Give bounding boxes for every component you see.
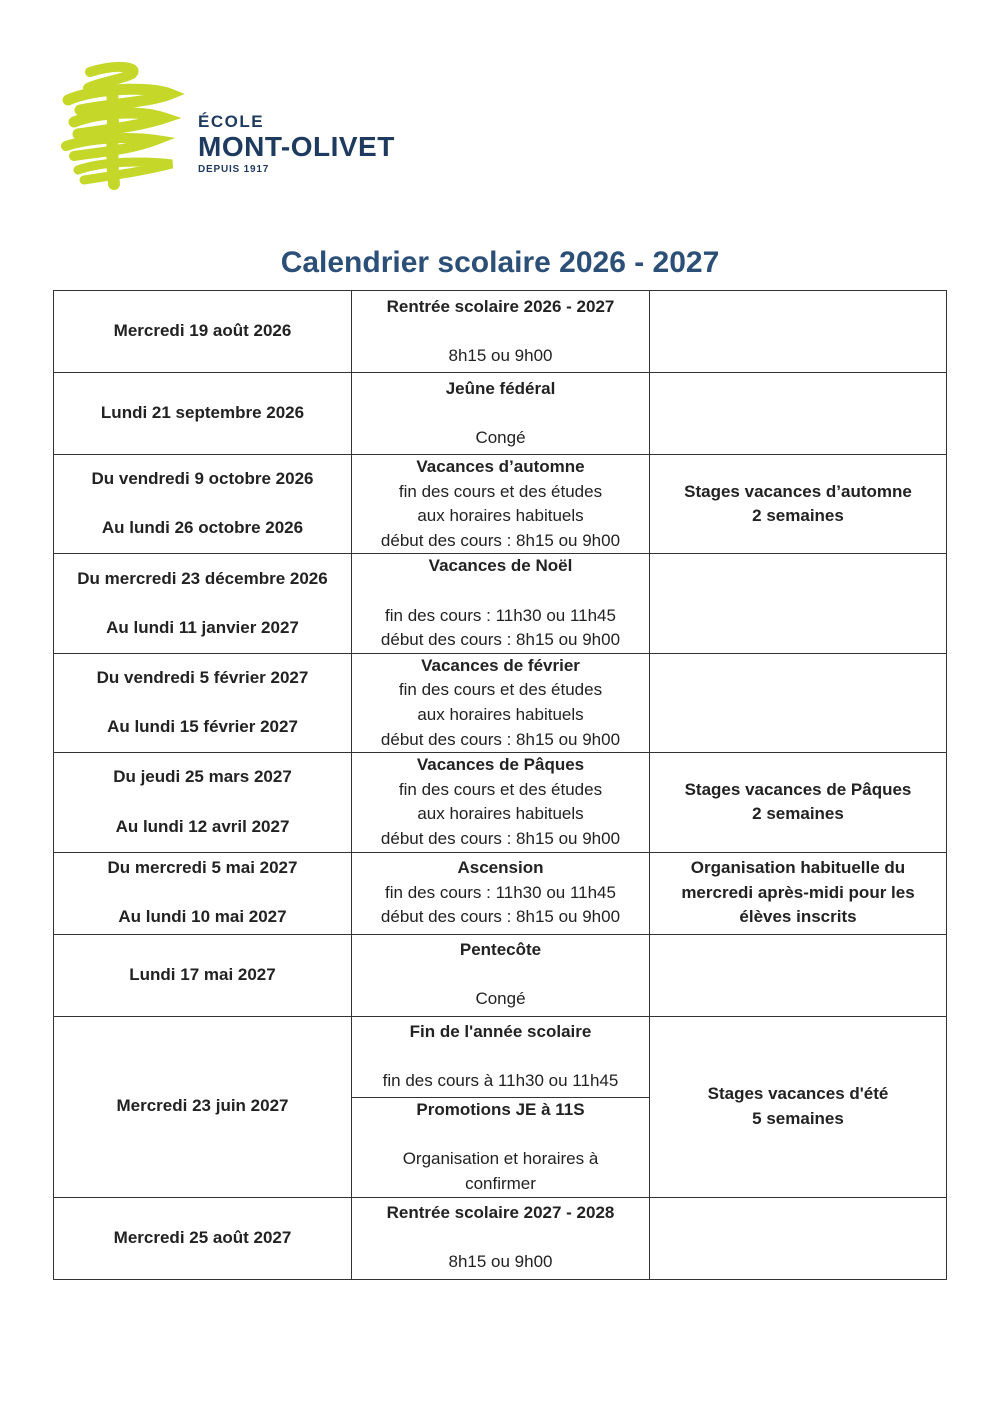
note-line: 2 semaines [752,506,844,526]
table-row [54,653,947,752]
table-row [54,554,947,653]
date-end: Au lundi 26 octobre 2026 [101,518,304,538]
event-cell [352,934,650,1016]
event-title: Pentecôte [459,940,542,960]
date-cell [54,753,352,852]
event-cell [352,455,650,554]
event-detail: confirmer [465,1173,536,1193]
event-title: Vacances de Noël [428,556,573,576]
event-detail: fin des cours et des études [398,779,603,799]
event-title: Jeûne fédéral [445,378,556,398]
date-start: Du vendredi 5 février 2027 [96,668,309,688]
note-line: Organisation habituelle du [690,858,906,878]
event-title: Promotions JE à 11S [416,1099,585,1119]
date-start: Du jeudi 25 mars 2027 [113,767,292,787]
note-line: 2 semaines [752,804,844,824]
page-title: Calendrier scolaire 2026 - 2027 [280,246,720,279]
event-cell [352,1097,650,1197]
event-cell [352,291,650,373]
event-detail: fin des cours et des études [398,481,603,501]
event-detail: aux horaires habituels [417,506,584,526]
event-title: Vacances d’automne [416,457,585,476]
table-row [54,1197,947,1279]
table-row [54,934,947,1016]
note-cell [650,291,947,373]
date-end: Au lundi 12 avril 2027 [115,816,290,836]
date-cell: Mercredi 19 août 2026 [54,291,352,373]
note-cell [650,753,947,852]
date-start: Du mercredi 23 décembre 2026 [77,568,328,588]
event-title: Rentrée scolaire 2027 - 2028 [386,1203,615,1223]
event-title: Ascension [457,858,544,878]
date-cell [54,653,352,752]
event-detail: fin des cours : 11h30 ou 11h45 [385,882,616,902]
event-detail: 8h15 ou 9h00 [448,1252,553,1272]
event-detail: 8h15 ou 9h00 [448,345,553,365]
date-end: Au lundi 11 janvier 2027 [106,617,299,637]
date-start: Du mercredi 5 mai 2027 [107,858,298,878]
event-detail: aux horaires habituels [417,804,584,824]
note-cell [650,852,947,934]
calendar-table [53,290,947,1280]
note-cell [650,1197,947,1279]
note-cell [650,455,947,554]
event-detail: aux horaires habituels [417,704,584,724]
tree-logo-icon [60,60,185,190]
event-title: Vacances de février [421,655,580,675]
event-detail: Organisation et horaires à [402,1149,599,1168]
note-cell [650,554,947,653]
note-line: élèves inscrits [739,907,857,927]
date-cell: Lundi 17 mai 2027 [54,934,352,1016]
table-row [54,753,947,852]
note-line: 5 semaines [752,1108,844,1128]
date-end: Au lundi 15 février 2027 [107,717,298,737]
event-cell [352,1197,650,1279]
logo-ecole: ÉCOLE [198,112,265,131]
event-detail: fin des cours à 11h30 ou 11h45 [382,1070,619,1090]
event-detail: Congé [475,427,526,447]
event-detail: début des cours : 8h15 ou 9h00 [380,729,621,749]
event-detail: fin des cours et des études [398,680,603,700]
table-row [54,852,947,934]
event-cell [352,653,650,752]
logo-name: MONT-OLIVET [198,131,395,162]
school-logo [60,60,420,190]
event-detail: Congé [475,989,526,1009]
event-cell [352,373,650,455]
date-cell: Lundi 21 septembre 2026 [54,373,352,455]
date-cell: Mercredi 23 juin 2027 [54,1016,352,1197]
date-cell [54,554,352,653]
note-cell [650,373,947,455]
date-end: Au lundi 10 mai 2027 [118,907,287,927]
event-cell [352,554,650,653]
event-title: Fin de l'année scolaire [409,1021,592,1041]
event-cell [352,753,650,852]
note-cell [650,653,947,752]
note-cell [650,934,947,1016]
table-row [54,1016,947,1097]
event-cell [352,852,650,934]
logo-since: DEPUIS 1917 [198,164,270,175]
event-detail: début des cours : 8h15 ou 9h00 [380,828,621,848]
date-cell [54,455,352,554]
note-line: Stages vacances d'été [707,1083,889,1103]
date-cell [54,852,352,934]
note-line: Stages vacances d’automne [684,481,912,501]
event-cell [352,1016,650,1097]
event-detail: début des cours : 8h15 ou 9h00 [380,630,621,650]
note-line: mercredi après-midi pour les [681,882,915,902]
table-row [54,455,947,554]
event-detail: début des cours : 8h15 ou 9h00 [380,907,621,927]
event-detail: début des cours : 8h15 ou 9h00 [380,530,621,550]
event-detail: fin des cours : 11h30 ou 11h45 [385,605,616,625]
note-line: Stages vacances de Pâques [684,779,912,799]
event-title: Vacances de Pâques [416,755,585,775]
table-row [54,373,947,455]
date-cell: Mercredi 25 août 2027 [54,1197,352,1279]
event-title: Rentrée scolaire 2026 - 2027 [386,296,615,316]
date-start: Du vendredi 9 octobre 2026 [91,469,314,489]
table-row [54,291,947,373]
note-cell [650,1016,947,1197]
